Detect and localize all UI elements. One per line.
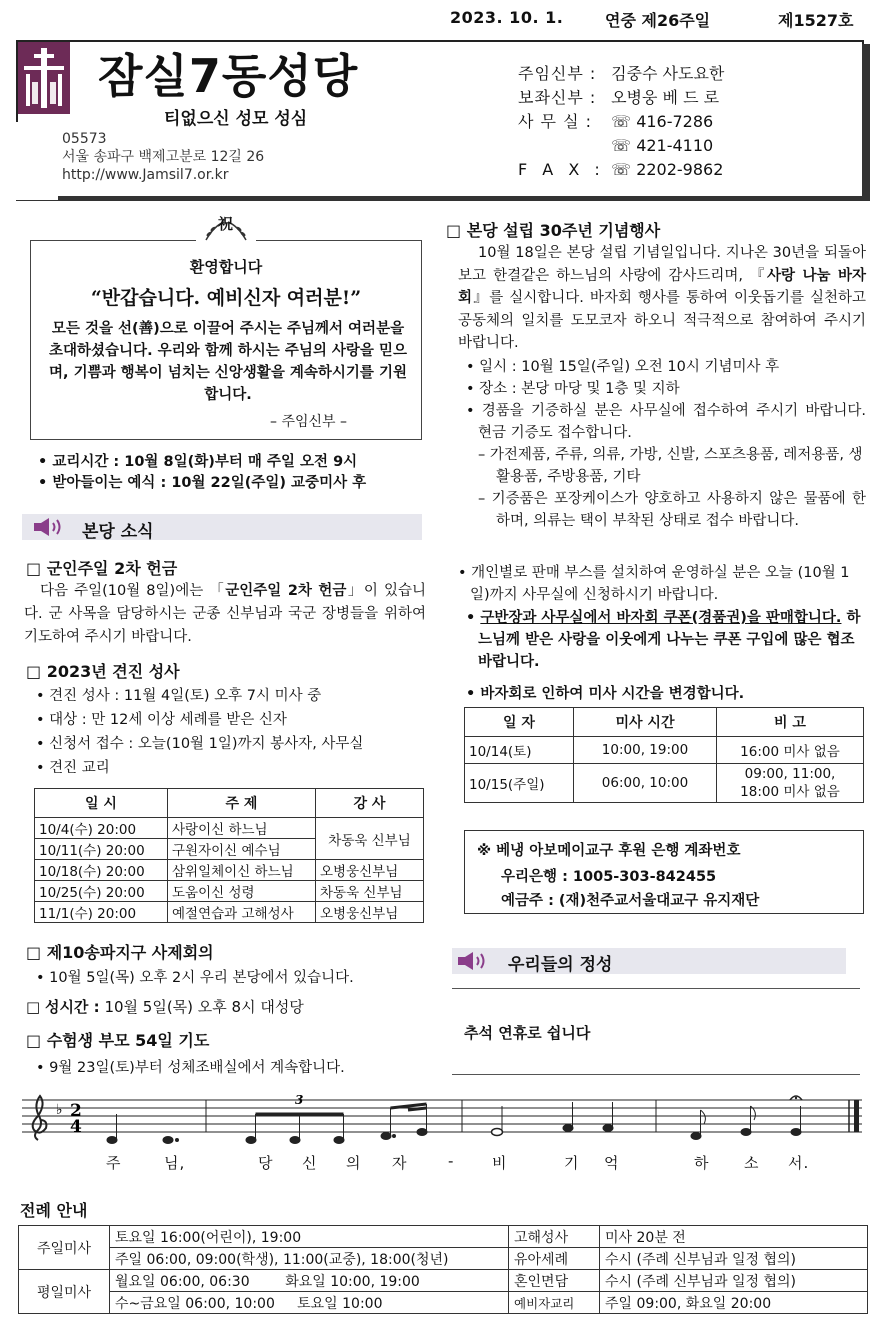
table-header: 주 제 xyxy=(168,789,316,818)
table-cell: 수시 (주례 신부님과 일정 협의) xyxy=(600,1248,868,1270)
welcome-sign: – 주임신부 – xyxy=(270,414,347,430)
liturgical-week: 연중 제26주일 xyxy=(605,11,711,30)
table-cell: 평일미사 xyxy=(19,1270,110,1314)
church-name: 잠실7동성당 xyxy=(98,49,359,103)
table-cell: 사랑이신 하느님 xyxy=(168,818,316,839)
table-cell: 차동욱 신부님 xyxy=(316,881,424,902)
table-cell: 10/4(수) 20:00 xyxy=(35,818,168,839)
table-header-row xyxy=(35,789,424,818)
table-header: 비 고 xyxy=(717,708,864,737)
priests-heading: □ 제10송파지구 사제회의 xyxy=(26,943,214,962)
svg-text:♭: ♭ xyxy=(56,1102,63,1118)
table-cell: 주일 06:00, 09:00(학생), 11:00(교중), 18:00(청년) xyxy=(110,1248,509,1270)
table-cell: 토요일 16:00(어린이), 19:00 xyxy=(110,1226,509,1248)
sub-list-item: – 가전제품, 주류, 의류, 가방, 신발, 스포츠용품, 레저용품, 생활용품, 주방용품, 기타 xyxy=(478,447,863,485)
table-cell: 오병웅신부님 xyxy=(316,860,424,881)
lyric-syllable: 소 xyxy=(744,1154,760,1172)
table-cell: 09:00, 11:00, 18:00 미사 없음 xyxy=(717,764,864,803)
table-cell: 16:00 미사 없음 xyxy=(717,737,864,764)
confirmation-heading: □ 2023년 견진 성사 xyxy=(26,662,180,681)
anniversary-intro: 10월 18일은 본당 설립 기념일입니다. 지나온 30년을 되돌아보고 한결같은 하느님의 사랑에 감사드리며, 『사랑 나눔 바자회』를 실시합니다. 바자회 행사를 통하여 이웃돕기를 실천하고 공동체의 일치를 도모코자 하오니 적극적으로 참여하여 주시기 바랍니다. xyxy=(458,245,867,351)
divider xyxy=(452,988,860,989)
fax-number: ☏ 2202-9862 xyxy=(611,160,724,179)
time-signature-top: 2 xyxy=(70,1101,82,1121)
list-item: • 일시 : 10월 15일(주일) 오전 10시 기념미사 후 xyxy=(466,359,780,375)
staff-label: 사 무 실 : xyxy=(518,112,593,131)
mass-change-table xyxy=(464,707,864,803)
table-row xyxy=(19,1226,868,1248)
table-header: 일 자 xyxy=(465,708,574,737)
table-row xyxy=(465,737,864,764)
table-cell: 11/1(수) 20:00 xyxy=(35,902,168,923)
mass-change-notice: • 바자회로 인하여 미사 시간을 변경합니다. xyxy=(466,686,745,702)
list-item: • 받아들이는 예식 : 10월 22일(주일) 교중미사 후 xyxy=(38,475,367,491)
header-shadow xyxy=(862,44,870,201)
list-item: • 장소 : 본당 마당 및 1층 및 지하 xyxy=(466,381,680,397)
table-cell: 유아세례 xyxy=(509,1248,600,1270)
news-section-title: 본당 소식 xyxy=(82,522,154,542)
bulletin-date: 2023. 10. 1. xyxy=(450,8,564,27)
lyric-syllable: 당 xyxy=(258,1154,274,1172)
list-item: • 신청서 접수 : 오늘(10월 1일)까지 봉사자, 사무실 xyxy=(36,736,364,752)
list-item: • 경품을 기증하실 분은 사무실에 접수하여 주시기 바랍니다. 현금 기증도 접수합니다. xyxy=(466,403,866,441)
table-cell: 주일미사 xyxy=(19,1226,110,1270)
table-cell: 도움이신 성령 xyxy=(168,881,316,902)
table-header: 일 시 xyxy=(35,789,168,818)
exam-heading: □ 수험생 부모 54일 기도 xyxy=(26,1031,210,1050)
church-address xyxy=(62,130,264,184)
table-row xyxy=(19,1270,868,1292)
issue-number: 제1527호 xyxy=(778,11,854,30)
confirmation-table xyxy=(34,788,424,923)
list-item: • 교리시간 : 10월 8일(화)부터 매 주일 오전 9시 xyxy=(38,454,358,470)
table-row xyxy=(35,881,424,902)
speaker-icon xyxy=(456,950,490,972)
staff-value: 김중수 사도요한 xyxy=(611,64,725,83)
liturgy-title: 전례 안내 xyxy=(20,1201,88,1220)
bank-account: 우리은행 : 1005-303-842455 xyxy=(501,869,717,885)
list-item: • 견진 교리 xyxy=(36,760,110,776)
table-cell: 10:00, 19:00 xyxy=(574,737,717,764)
table-cell: 혼인면담 xyxy=(509,1270,600,1292)
exam-item: • 9월 23일(토)부터 성체조배실에서 계속합니다. xyxy=(36,1060,345,1076)
bank-title: ※ 베냉 아보메이교구 후원 은행 계좌번호 xyxy=(477,843,741,859)
divider xyxy=(452,1074,860,1075)
table-row xyxy=(465,764,864,803)
bank-box xyxy=(464,830,864,914)
table-cell: 차동욱 신부님 xyxy=(316,818,424,860)
list-item: • 대상 : 만 12세 이상 세례를 받은 신자 xyxy=(36,712,287,728)
table-cell: 10/14(토) xyxy=(465,737,574,764)
table-header: 강 사 xyxy=(316,789,424,818)
table-row xyxy=(35,818,424,839)
triplet-mark: 3 xyxy=(295,1093,304,1107)
priests-item: • 10월 5일(목) 오후 2시 우리 본당에서 있습니다. xyxy=(36,970,354,986)
lyric-syllable: 의 xyxy=(346,1154,362,1172)
anniversary-list xyxy=(466,356,866,532)
lyrics-line xyxy=(18,1152,866,1176)
table-cell: 월요일 06:00, 06:30 화요일 10:00, 19:00 xyxy=(110,1270,509,1292)
military-heading: □ 군인주일 2차 헌금 xyxy=(26,559,178,578)
table-cell: 10/11(수) 20:00 xyxy=(35,839,168,860)
military-body: 다음 주일(10월 8일)에는 「군인주일 2차 헌금」이 있습니다. 군 사목을 담당하시는 군종 신부님과 국군 장병들을 위하여 기도하여 주시기 바랍니다. xyxy=(24,583,427,645)
welcome-title: 환영합니다 xyxy=(189,258,263,276)
table-cell: 오병웅신부님 xyxy=(316,902,424,923)
table-cell: 구원자이신 예수님 xyxy=(168,839,316,860)
welcome-body: 모든 것을 선(善)으로 이끌어 주시는 주님께서 여러분을 초대하셨습니다. 우리와 함께 하시는 주님의 사랑을 믿으며, 기쁨과 행복이 넘치는 신앙생활을 계속하시기를 기원합니다. xyxy=(49,321,407,403)
holy-hour: □ 성시간 : 10월 5일(목) 오후 8시 대성당 xyxy=(26,998,304,1016)
lyric-syllable: 억 xyxy=(604,1154,620,1172)
phone-number: ☏ 416-7286 xyxy=(611,112,714,131)
table-header-row xyxy=(465,708,864,737)
staff-label: F A X : xyxy=(518,160,605,179)
table-cell: 수~금요일 06:00, 10:00 토요일 10:00 xyxy=(110,1292,509,1314)
lyric-syllable: 비 xyxy=(492,1154,508,1172)
table-cell: 10/18(수) 20:00 xyxy=(35,860,168,881)
coupon-notice: • 구반장과 사무실에서 바자회 쿠폰(경품권)을 판매합니다. 하느님께 받은 사랑을 이웃에게 나누는 쿠폰 구입에 많은 협조바랍니다. xyxy=(466,610,861,670)
lyric-syllable: 신 xyxy=(302,1154,318,1172)
table-cell: 주일 09:00, 화요일 20:00 xyxy=(600,1292,868,1314)
welcome-quote: “반갑습니다. 예비신자 여러분!” xyxy=(90,287,362,309)
staff-value: 오병웅 베 드 로 xyxy=(611,88,720,107)
website-link[interactable]: http://www.Jamsil7.or.kr xyxy=(62,167,229,183)
sub-list-item: – 기증품은 포장케이스가 양호하고 사용하지 않은 물품에 한하며, 의류는 택이 부착된 상태로 접수 바랍니다. xyxy=(478,491,866,529)
confirmation-list xyxy=(36,684,363,780)
church-patron: 티없으신 성모 성심 xyxy=(164,109,308,129)
table-row xyxy=(19,1292,868,1314)
church-logo xyxy=(18,42,70,114)
table-cell: 06:00, 10:00 xyxy=(574,764,717,803)
table-header: 미사 시간 xyxy=(574,708,717,737)
street-address: 서울 송파구 백제고분로 12길 26 xyxy=(62,149,265,165)
lyric-syllable: 서. xyxy=(788,1154,810,1172)
speaker-icon xyxy=(32,516,66,538)
table-cell: 미사 20분 전 xyxy=(600,1226,868,1248)
lyric-syllable: - xyxy=(448,1152,455,1170)
table-row xyxy=(35,902,424,923)
catechism-list xyxy=(38,452,366,494)
table-row xyxy=(35,860,424,881)
staff-label: 주임신부 : xyxy=(518,64,597,83)
table-cell: 고해성사 xyxy=(509,1226,600,1248)
anniversary-heading: □ 본당 설립 30주년 기념행사 xyxy=(446,221,661,240)
faith-text: 추석 연휴로 쉽니다 xyxy=(464,1024,591,1042)
staff-list xyxy=(518,62,724,182)
lyric-syllable: 하 xyxy=(694,1154,710,1172)
table-cell: 10/25(수) 20:00 xyxy=(35,881,168,902)
postcode: 05573 xyxy=(62,131,107,147)
faith-section-title: 우리들의 정성 xyxy=(508,955,613,975)
table-cell: 10/15(주일) xyxy=(465,764,574,803)
time-signature-bottom: 4 xyxy=(70,1117,82,1137)
header-shadow-bottom xyxy=(16,196,870,201)
list-item: • 견진 성사 : 11월 4일(토) 오후 7시 미사 중 xyxy=(36,688,322,704)
liturgy-table xyxy=(18,1225,868,1314)
emblem-char: 祝 xyxy=(218,215,234,233)
phone-number: ☏ 421-4110 xyxy=(611,136,714,155)
table-cell: 수시 (주례 신부님과 일정 협의) xyxy=(600,1270,868,1292)
staff-label: 보좌신부 : xyxy=(518,88,597,107)
table-row xyxy=(19,1248,868,1270)
lyric-syllable: 주 xyxy=(106,1154,122,1172)
header-cutout xyxy=(16,122,58,200)
booth-notice: • 개인별로 판매 부스를 설치하여 운영하실 분은 오늘 (10월 1일)까지 사무실에 신청하시기 바랍니다. xyxy=(458,565,850,603)
table-cell: 삼위일체이신 하느님 xyxy=(168,860,316,881)
lyric-syllable: 자 xyxy=(392,1154,408,1172)
lyric-syllable: 님, xyxy=(164,1154,186,1172)
table-cell: 예비자교리 xyxy=(509,1292,600,1314)
bank-holder: 예금주 : (재)천주교서울대교구 유지재단 xyxy=(501,893,760,909)
lyric-syllable: 기 xyxy=(564,1154,580,1172)
table-cell: 예절연습과 고해성사 xyxy=(168,902,316,923)
